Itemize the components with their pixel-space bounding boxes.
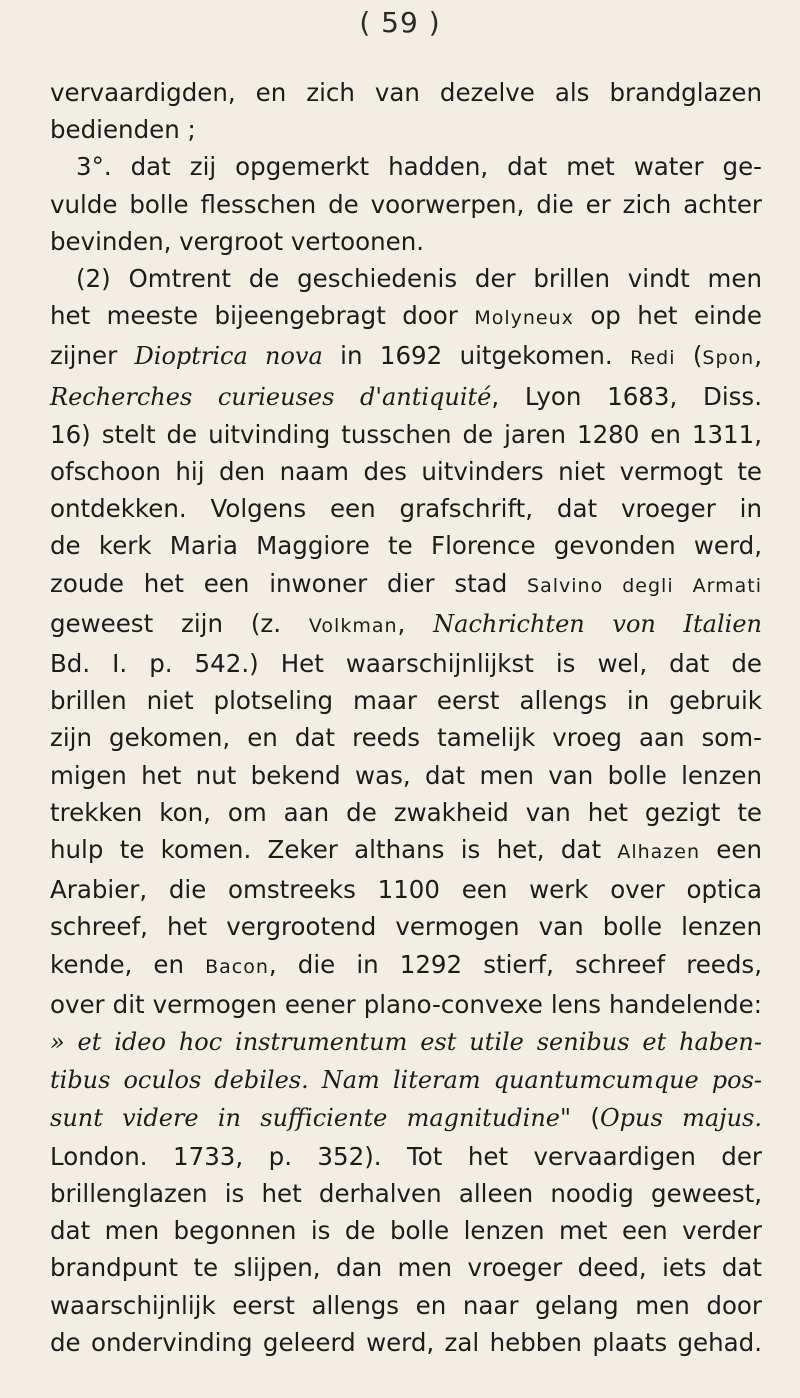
italic-text: Recherches curieuses d'antiquité xyxy=(50,382,492,411)
text-run: zijner xyxy=(50,341,135,371)
text-line xyxy=(50,1249,762,1286)
body-text xyxy=(50,74,762,1361)
text-line xyxy=(50,1324,762,1361)
text-run: bedienden ; xyxy=(50,115,196,145)
italic-text: » et ideo hoc instrumentum est utile senibus et haben- xyxy=(50,1028,762,1057)
text-run: vervaardigden, en zich van dezelve als brandglazen xyxy=(50,78,762,107)
author-name: Volkman xyxy=(308,614,398,637)
text-line xyxy=(50,148,762,185)
text-run: schreef, het vergrootend vermogen van bolle lenzen xyxy=(50,912,762,942)
text-line xyxy=(50,645,762,682)
text-run: het meeste bijeengebragt door xyxy=(50,301,475,331)
text-line xyxy=(50,74,762,111)
text-line xyxy=(50,1138,762,1175)
text-run: in 1692 uitgekomen. xyxy=(322,341,631,371)
text-line xyxy=(50,719,762,756)
text-run: een xyxy=(700,835,762,865)
text-line xyxy=(50,1023,762,1061)
text-line xyxy=(50,223,762,260)
text-run: brandpunt te slijpen, dan men vroeger deed, iets dat xyxy=(50,1253,762,1283)
text-run: 16) stelt de uitvinding tusschen de jaren 1280 en 1311, xyxy=(50,419,762,449)
italic-text: Nachrichten von Italien xyxy=(433,609,762,638)
text-line xyxy=(50,605,762,645)
text-run: Arabier, die omstreeks 1100 een werk over optica xyxy=(50,875,762,905)
text-line xyxy=(50,986,762,1023)
text-run: (2) Omtrent de geschiedenis der brillen vindt men xyxy=(76,264,762,294)
author-name: Salvino degli Armati xyxy=(527,574,762,597)
text-run: , Lyon 1683, Diss. xyxy=(491,381,762,411)
italic-text: Opus majus. xyxy=(600,1104,762,1133)
text-line xyxy=(50,1099,762,1137)
italic-text: sunt videre in sufficiente magnitudine" xyxy=(50,1104,572,1133)
text-run: brillenglazen is het derhalven alleen noodig geweest, xyxy=(50,1178,762,1208)
author-name: Redi xyxy=(630,347,676,370)
text-line xyxy=(50,908,762,945)
italic-text: Dioptrica nova xyxy=(134,342,323,371)
text-run: , xyxy=(397,608,434,638)
text-run: ontdekken. Volgens een grafschrift, dat vroeger in xyxy=(50,494,762,524)
text-run: vulde bolle flesschen de voorwerpen, die er zich achter xyxy=(50,189,762,219)
text-run: London. 1733, p. 352). Tot het vervaardigen der xyxy=(50,1141,762,1171)
text-line xyxy=(50,794,762,831)
text-run: geweest zijn (z. xyxy=(50,608,309,638)
text-run: over dit vermogen eener plano-convexe lens handelende: xyxy=(50,989,762,1019)
text-run: bevinden, vergroot vertoonen. xyxy=(50,226,425,256)
text-run: migen het nut bekend was, dat men van bolle lenzen xyxy=(50,760,762,790)
text-line xyxy=(50,1287,762,1324)
text-line xyxy=(50,337,762,377)
text-line xyxy=(50,1175,762,1212)
author-name: Alhazen xyxy=(617,841,701,864)
text-run: hulp te komen. Zeker althans is het, dat xyxy=(50,835,618,865)
text-run: 3°. dat zij opgemerkt hadden, dat met water ge- xyxy=(76,152,762,182)
text-line xyxy=(50,416,762,453)
text-run: trekken kon, om aan de zwakheid van het gezigt te xyxy=(50,797,762,827)
text-run: ( xyxy=(675,341,703,371)
text-line xyxy=(50,297,762,337)
text-run: de ondervinding geleerd werd, zal hebben plaats gehad. xyxy=(50,1327,762,1357)
text-run: dat men begonnen is de bolle lenzen met een verder xyxy=(50,1216,762,1246)
text-run: op het einde xyxy=(573,301,762,331)
text-run: zoude het een inwoner dier stad xyxy=(50,568,528,598)
text-line xyxy=(50,871,762,908)
text-run: Bd. I. p. 542.) Het waarschijnlijkst is wel, dat de xyxy=(50,649,762,679)
text-line xyxy=(50,1212,762,1249)
text-run: waarschijnlijk eerst allengs en naar gelang men door xyxy=(50,1290,762,1320)
text-run: ofschoon hij den naam des uitvinders niet vermogt te xyxy=(50,457,762,487)
text-line xyxy=(50,453,762,490)
text-line xyxy=(50,831,762,871)
text-run: , xyxy=(754,341,763,371)
author-name: Bacon xyxy=(205,955,269,978)
text-line xyxy=(50,757,762,794)
text-line xyxy=(50,682,762,719)
text-line xyxy=(50,490,762,527)
text-line xyxy=(50,1061,762,1099)
text-run: , die in 1292 stierf, schreef reeds, xyxy=(268,949,762,979)
text-run: ( xyxy=(571,1103,600,1133)
author-name: Spon xyxy=(702,347,755,370)
italic-text: tibus oculos debiles. Nam literam quantumcumque pos- xyxy=(50,1066,762,1095)
text-run: brillen niet plotseling maar eerst allengs in gebruik xyxy=(50,686,762,716)
text-line xyxy=(50,527,762,564)
text-line xyxy=(50,260,762,297)
text-line xyxy=(50,378,762,416)
text-run: de kerk Maria Maggiore te Florence gevonden werd, xyxy=(50,531,762,561)
text-run: kende, en xyxy=(50,949,206,979)
author-name: Molyneux xyxy=(474,307,574,330)
text-line xyxy=(50,186,762,223)
text-line xyxy=(50,111,762,148)
text-line xyxy=(50,946,762,986)
page-number: ( 59 ) xyxy=(359,6,441,39)
text-line xyxy=(50,565,762,605)
text-run: zijn gekomen, en dat reeds tamelijk vroeg aan som- xyxy=(50,723,762,753)
